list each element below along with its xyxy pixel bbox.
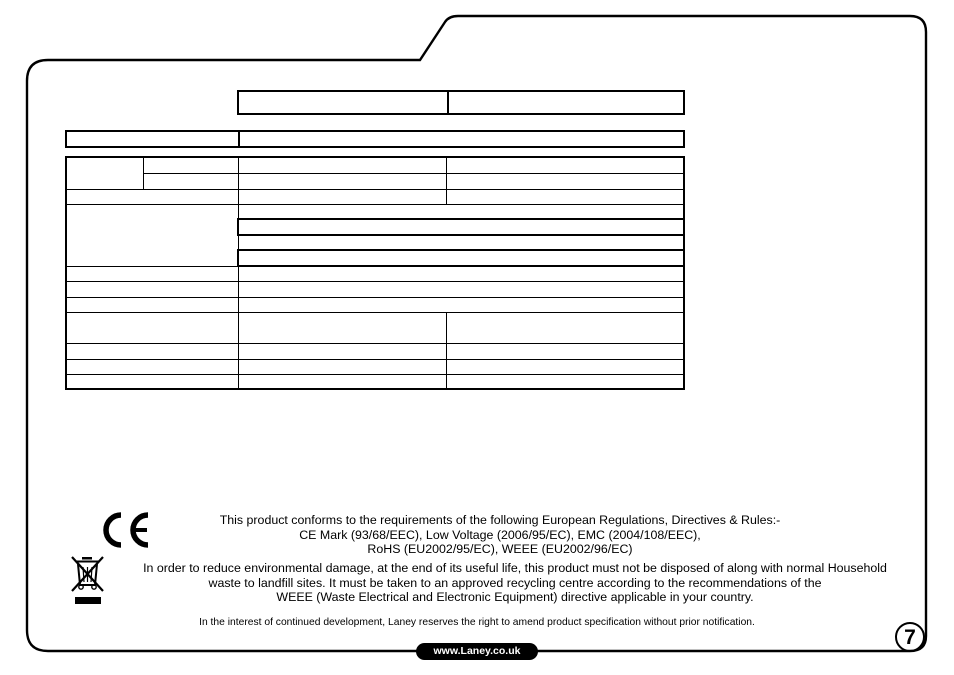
- ce-notice-line: CE Mark (93/68/EEC), Low Voltage (2006/95/EC), EMC (2004/108/EEC),: [299, 527, 701, 542]
- weee-notice-line: In order to reduce environmental damage, at the end of its useful life, this product must not be disposed of along with normal Household: [143, 561, 887, 575]
- specification-disclaimer: In the interest of continued development, Laney reserves the right to amend product specification without prior notification.: [199, 617, 755, 628]
- weee-notice-line: WEEE (Waste Electrical and Electronic Equipment) directive applicable in your country.: [276, 590, 754, 605]
- weee-disposal-notice: [110, 561, 920, 605]
- weee-notice-line: waste to landfill sites. It must be taken to an approved recycling centre according to the recommendations of the: [208, 575, 822, 590]
- ce-conformity-notice: [150, 513, 850, 557]
- ce-notice-line: RoHS (EU2002/95/EC), WEEE (EU2002/96/EC): [367, 542, 633, 557]
- ce-notice-line: This product conforms to the requirements of the following European Regulations, Directives & Rules:-: [219, 513, 781, 527]
- crossed-out-wheelie-bin-icon: [70, 554, 106, 606]
- website-link[interactable]: www.Laney.co.uk: [416, 643, 538, 660]
- spec-main-table: [65, 156, 685, 390]
- page-number: 7: [895, 622, 925, 652]
- spec-header-table: [237, 90, 685, 115]
- spec-title-table: [65, 130, 685, 148]
- ce-mark-icon: [100, 511, 154, 549]
